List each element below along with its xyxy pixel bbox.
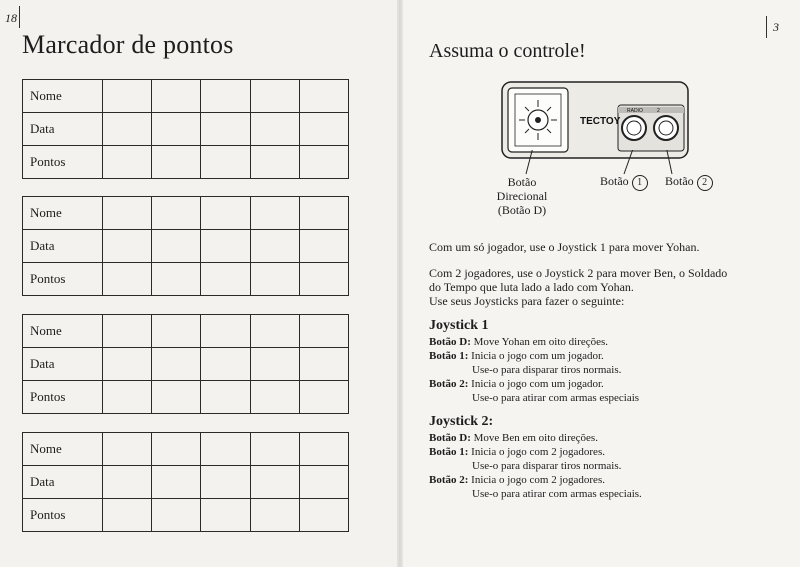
score-cell[interactable] <box>103 315 152 348</box>
page-title-right: Assuma o controle! <box>429 40 586 62</box>
score-row <box>23 197 349 230</box>
instruction-text: Use-o para atirar com armas especiais <box>472 392 640 404</box>
paragraph-single-player: Com um só jogador, use o Joystick 1 para mover Yohan. <box>429 240 700 254</box>
score-cell[interactable] <box>299 315 348 348</box>
score-cell[interactable] <box>201 433 250 466</box>
instruction-line <box>429 432 598 445</box>
score-cell[interactable] <box>250 146 299 179</box>
score-card-2 <box>22 196 349 296</box>
score-row <box>23 499 349 532</box>
score-cell[interactable] <box>152 230 201 263</box>
score-cell[interactable] <box>250 381 299 414</box>
instruction-line <box>429 350 604 363</box>
score-cell[interactable] <box>201 263 250 296</box>
instruction-key: Botão D: <box>429 336 471 348</box>
instruction-text: Move Yohan em oito direções. <box>470 336 609 348</box>
button-1 <box>622 116 646 140</box>
score-cell[interactable] <box>250 197 299 230</box>
caption-directional-line2: Direcional <box>496 189 548 203</box>
score-cell[interactable] <box>103 466 152 499</box>
score-cell[interactable] <box>201 230 250 263</box>
paragraph-two-players <box>429 266 727 308</box>
score-cell[interactable] <box>250 499 299 532</box>
score-row-label: Pontos <box>23 499 103 532</box>
instruction-line <box>472 460 621 473</box>
instruction-text: Inicia o jogo com um jogador. <box>468 378 604 390</box>
score-cell[interactable] <box>152 466 201 499</box>
page-number-rule-right <box>766 16 767 38</box>
score-row <box>23 146 349 179</box>
score-row-label: Data <box>23 113 103 146</box>
score-cell[interactable] <box>250 433 299 466</box>
score-cell[interactable] <box>103 146 152 179</box>
score-card-4 <box>22 432 349 532</box>
score-cell[interactable] <box>201 113 250 146</box>
instruction-key: Botão 1: <box>429 350 469 362</box>
score-cell[interactable] <box>152 113 201 146</box>
score-cell[interactable] <box>250 315 299 348</box>
instruction-line <box>472 392 639 405</box>
brand-logo: TECTOY <box>580 116 621 127</box>
page-fold <box>397 0 403 567</box>
score-row-label: Data <box>23 230 103 263</box>
score-cell[interactable] <box>250 113 299 146</box>
score-cell[interactable] <box>103 499 152 532</box>
score-cell[interactable] <box>299 263 348 296</box>
paragraph-two-players-line3: Use seus Joysticks para fazer o seguinte: <box>429 294 625 308</box>
caption-directional-line3: (Botão D) <box>497 203 547 217</box>
score-cell[interactable] <box>201 499 250 532</box>
caption-button-2 <box>665 174 713 191</box>
score-cell[interactable] <box>250 348 299 381</box>
score-row-label: Nome <box>23 433 103 466</box>
page-number-left: 18 <box>5 11 17 25</box>
score-cell[interactable] <box>299 381 348 414</box>
score-cell[interactable] <box>152 80 201 113</box>
score-cell[interactable] <box>250 466 299 499</box>
paragraph-two-players-line2: do Tempo que luta lado a lado com Yohan. <box>429 280 634 294</box>
instruction-text: Inicia o jogo com 2 jogadores. <box>468 446 605 458</box>
score-row <box>23 466 349 499</box>
score-row-label: Pontos <box>23 263 103 296</box>
score-cell[interactable] <box>299 230 348 263</box>
instruction-text: Use-o para atirar com armas especiais. <box>472 488 642 500</box>
score-cell[interactable] <box>103 348 152 381</box>
instruction-key: Botão 2: <box>429 474 469 486</box>
score-row-label: Data <box>23 466 103 499</box>
score-cell[interactable] <box>250 80 299 113</box>
instruction-line <box>429 336 608 349</box>
instruction-key: Botão D: <box>429 432 471 444</box>
score-cell[interactable] <box>299 197 348 230</box>
instruction-key: Botão 2: <box>429 378 469 390</box>
score-row-label: Data <box>23 348 103 381</box>
score-cell[interactable] <box>201 466 250 499</box>
score-cell[interactable] <box>201 80 250 113</box>
score-row <box>23 433 349 466</box>
score-cell[interactable] <box>103 197 152 230</box>
score-cell[interactable] <box>299 433 348 466</box>
score-row <box>23 315 349 348</box>
instruction-text: Use-o para disparar tiros normais. <box>472 460 622 472</box>
button-2 <box>654 116 678 140</box>
score-cell[interactable] <box>103 433 152 466</box>
score-cell[interactable] <box>152 197 201 230</box>
score-row <box>23 381 349 414</box>
score-cell[interactable] <box>299 499 348 532</box>
score-cell[interactable] <box>201 381 250 414</box>
caption-button-1 <box>600 174 648 191</box>
panel-label-1: RADIO <box>627 108 643 114</box>
score-cell[interactable] <box>299 113 348 146</box>
joystick2-heading: Joystick 2: <box>429 414 494 429</box>
button-2-number-icon: 2 <box>697 175 713 191</box>
score-cell[interactable] <box>103 263 152 296</box>
instruction-line <box>472 364 621 377</box>
score-cell[interactable] <box>152 315 201 348</box>
instruction-text: Use-o para disparar tiros normais. <box>472 364 622 376</box>
score-cell[interactable] <box>152 499 201 532</box>
score-row <box>23 80 349 113</box>
score-cell[interactable] <box>201 197 250 230</box>
score-cell[interactable] <box>103 80 152 113</box>
button-1-number-icon: 1 <box>632 175 648 191</box>
caption-button-2-label: Botão <box>665 174 694 188</box>
caption-directional <box>492 175 552 217</box>
score-row-label: Pontos <box>23 381 103 414</box>
score-row-label: Nome <box>23 197 103 230</box>
score-row <box>23 113 349 146</box>
score-cell[interactable] <box>152 146 201 179</box>
score-cell[interactable] <box>201 315 250 348</box>
caption-directional-line1: Botão <box>507 175 537 189</box>
score-cell[interactable] <box>250 263 299 296</box>
instruction-line <box>429 474 605 487</box>
score-cell[interactable] <box>103 113 152 146</box>
instruction-text: Inicia o jogo com 2 jogadores. <box>468 474 605 486</box>
score-cell[interactable] <box>299 146 348 179</box>
score-card-1 <box>22 79 349 179</box>
score-cell[interactable] <box>299 348 348 381</box>
score-cell[interactable] <box>250 230 299 263</box>
score-cell[interactable] <box>299 466 348 499</box>
score-row <box>23 230 349 263</box>
score-row <box>23 348 349 381</box>
instruction-text: Inicia o jogo com um jogador. <box>468 350 604 362</box>
instruction-text: Move Ben em oito direções. <box>470 432 598 444</box>
score-row-label: Nome <box>23 315 103 348</box>
score-cell[interactable] <box>152 348 201 381</box>
page-title-left: Marcador de pontos <box>22 30 234 59</box>
score-cell[interactable] <box>201 348 250 381</box>
score-cell[interactable] <box>152 263 201 296</box>
score-row-label: Nome <box>23 80 103 113</box>
panel-label-2: 2 <box>657 108 660 114</box>
joystick1-heading: Joystick 1 <box>429 318 489 333</box>
score-card-3 <box>22 314 349 414</box>
instruction-key: Botão 1: <box>429 446 469 458</box>
page-number-right: 3 <box>773 20 779 34</box>
score-cell[interactable] <box>152 433 201 466</box>
score-cell[interactable] <box>152 381 201 414</box>
instruction-line <box>472 488 642 501</box>
instruction-line <box>429 378 604 391</box>
caption-button-1-label: Botão <box>600 174 629 188</box>
score-row-label: Pontos <box>23 146 103 179</box>
score-cell[interactable] <box>103 230 152 263</box>
score-cell[interactable] <box>201 146 250 179</box>
page-number-rule-left <box>19 6 20 28</box>
paragraph-two-players-line1: Com 2 jogadores, use o Joystick 2 para mover Ben, o Soldado <box>429 266 728 280</box>
score-cell[interactable] <box>103 381 152 414</box>
score-row <box>23 263 349 296</box>
score-cell[interactable] <box>299 80 348 113</box>
instruction-line <box>429 446 605 459</box>
